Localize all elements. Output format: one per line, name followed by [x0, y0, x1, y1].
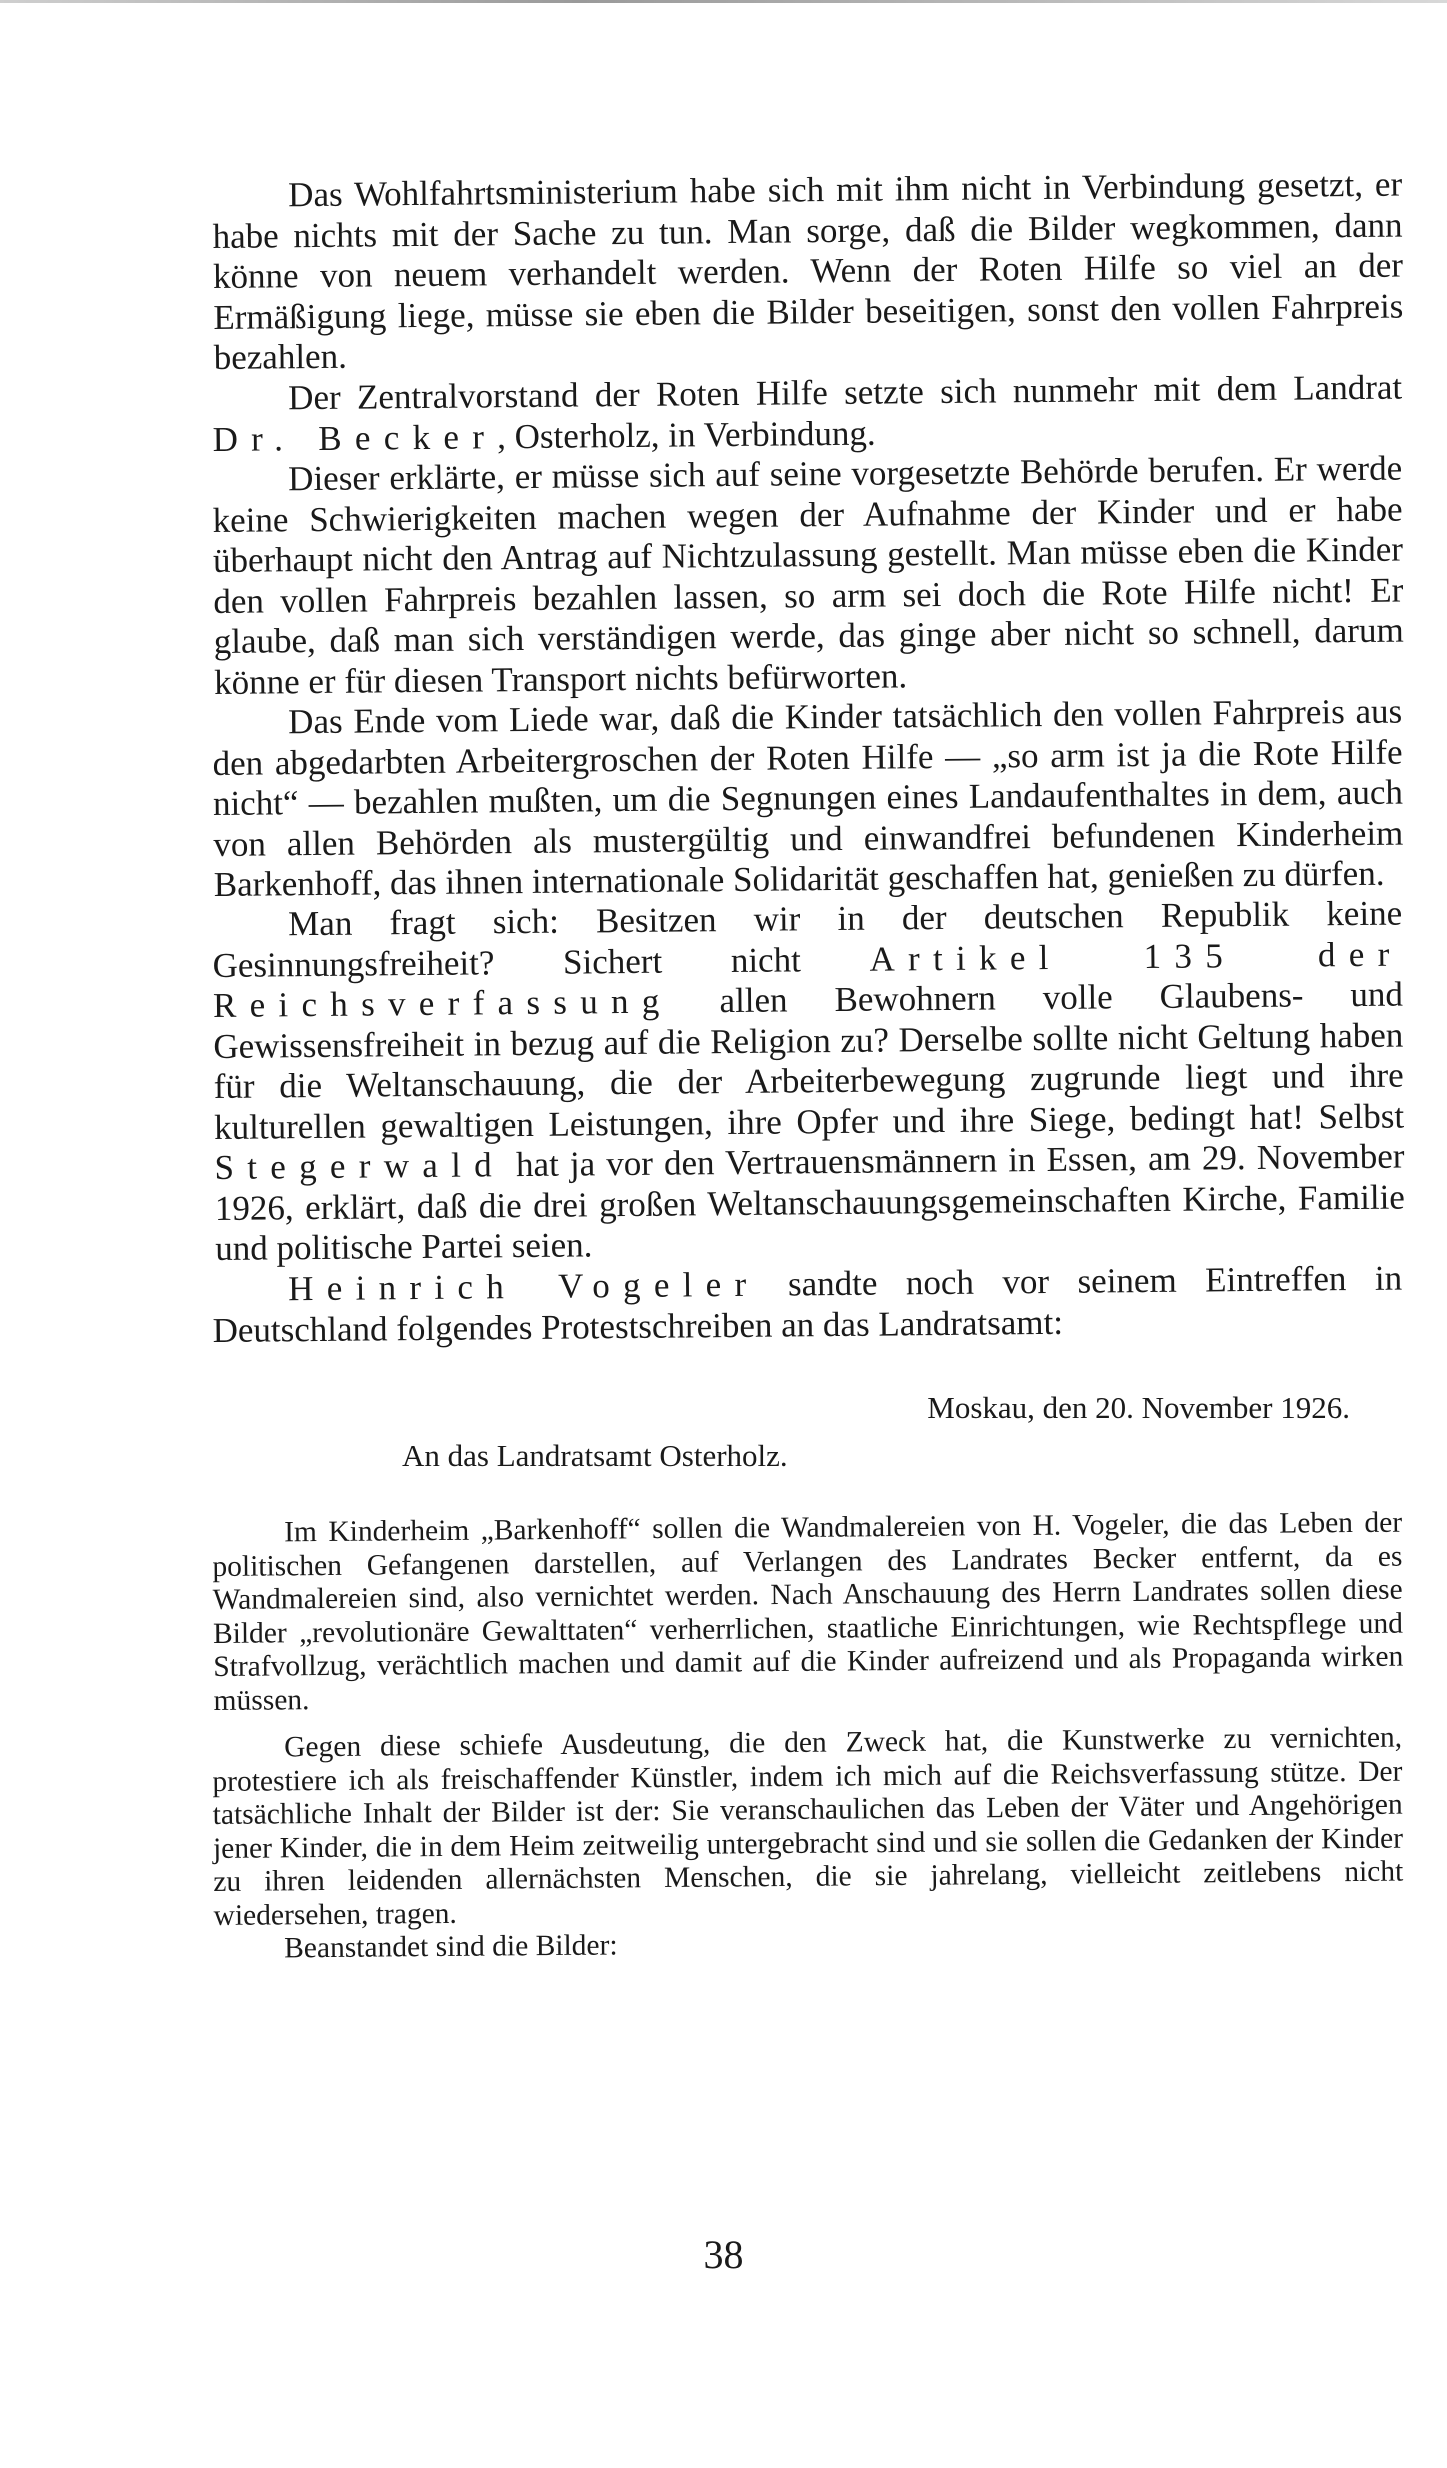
name-dr-becker: Dr. Becker [212, 416, 498, 458]
letter-paragraph-beanstandet: Beanstandet sind die Bilder: [283, 1928, 618, 1964]
main-text [212, 164, 1406, 1351]
paragraph-ministry: Das Wohlfahrtsministerium habe sich mit ihm nicht in Verbindung gesetzt, er habe nichts mit der Sache zu tun. Man sorge, daß die Bilder wegkommen, dann könne von neuem verhandelt werden. Wenn der Roten Hilfe so viel an der Ermäßigung liege, müsse sie eben die Bilder beseitigen, sonst den vollen Fahrpreis bezahlen. [212, 164, 1404, 377]
paragraph-gesinnungsfreiheit [212, 894, 1405, 1270]
letter-body [212, 1506, 1404, 1967]
document-page [212, 164, 1406, 1966]
paragraph-zentralvorstand-text-b: , Osterholz, in Verbindung. [496, 412, 876, 456]
letter-paragraph-wandmalereien: Im Kinderheim „Barkenhoff“ sollen die Wandmalereien von H. Vogeler, die das Leben der politischen Gefangenen darstellen, auf Verlangen des Landrates Becker entfernt, da es Wandmalereien sind, also vernichtet werden. Nach Anschauung des Herrn Landrates sollen diese Bilder „revolutionäre Gewalttaten“ verherrlichen, staatliche Einrichtungen, wie Rechtspflege und Strafvollzug, verächtlich machen und damit auf die Kinder aufreizend und als Propaganda wirken müssen. [212, 1506, 1404, 1716]
paragraph-gesinnungsfreiheit-text-a: Man fragt sich: Besitzen wir in der deutschen Republik keine Gesinnungsfreiheit? Sichert nicht [212, 893, 1403, 985]
scan-edge-rule [0, 0, 1447, 3]
paragraph-gesinnungsfreiheit-text-c: hat ja vor den Vertrauensmännern in Essen, am 29. November 1926, erklärt, daß die drei großen Weltanschauungsgemeinschaften Kirche, Familie und politische Partei seien. [214, 1136, 1406, 1268]
page-number: 38 [703, 2232, 744, 2277]
letter-paragraph-protest: Gegen diese schiefe Ausdeutung, die den Zweck hat, die Kunstwerke zu vernichten, protestiere ich als freischaffender Künstler, indem ich mich auf die Reichsverfassung stütze. Der tatsächliche Inhalt der Bilder ist der: Sie veranschaulichen das Leben der Väter und Angehörigen jener Kinder, die in dem Heim zeitweilig untergebracht sind und sie sollen die Gedanken der Kinder zu ihren leidenden allernächsten Menschen, die sie jahrelang, vielleicht zeitlebens nicht wiedersehen, tragen. [212, 1721, 1404, 1931]
letter-dateline: Moskau, den 20. November 1926. [927, 1389, 1350, 1425]
paragraph-gesinnungsfreiheit-text-b: allen Bewohnern volle Glaubens- und Gewissensfreiheit in bezug auf die Religion zu? Derselbe sollte nicht Geltung haben für die Weltanschauung, die der Arbeiterbewegung zugrunde liegt und ihre kulturellen gewaltigen Leistungen, ihre Opfer und ihre Siege, bedingt hat! Selbst [213, 974, 1405, 1147]
paragraph-ende-vom-liede: Das Ende vom Liede war, daß die Kinder tatsächlich den vollen Fahrpreis aus den abgedarbten Arbeitergroschen der Roten Hilfe — „so arm ist ja die Rote Hilfe nicht“ — bezahlen mußten, um die Segnungen eines Landaufenthaltes in dem, auch von allen Behörden als mustergültig und einwandfrei befundenen Kinderheim Barkenhoff, das ihnen internationale Solidarität geschaffen hat, genießen zu dürfen. [212, 691, 1404, 904]
paragraph-zentralvorstand [212, 367, 1403, 459]
paragraph-zentralvorstand-text-a: Der Zentralvorstand der Roten Hilfe setzte sich nunmehr mit dem Landrat [287, 367, 1403, 417]
name-heinrich-vogeler: Heinrich Vogeler [287, 1264, 760, 1308]
paragraph-vogeler-intro-text: sandte noch vor seinem Eintreffen in Deutschland folgendes Protestschreiben an das Landratsamt: [212, 1258, 1403, 1349]
paragraph-landrat-statement: Dieser erklärte, er müsse sich auf seine vorgesetzte Behörde berufen. Er werde keine Schwierigkeiten machen wegen der Aufnahme der Kinder und er habe überhaupt nicht den Antrag auf Nichtzulassung gestellt. Man müsse eben die Kinder den vollen Fahrpreis bezahlen lassen, so arm sei doch die Rote Hilfe nicht! Er glaube, daß man sich verständigen werde, das ginge aber nicht so schnell, darum könne er für diesen Transport nichts befürworten. [212, 448, 1404, 701]
article-reference: Artikel 135 der Reichsverfassung [212, 934, 1403, 1025]
paragraph-vogeler-intro [212, 1258, 1403, 1350]
letter-addressee: An das Landratsamt Osterholz. [402, 1437, 788, 1473]
name-stegerwald: Stegerwald [214, 1145, 506, 1187]
